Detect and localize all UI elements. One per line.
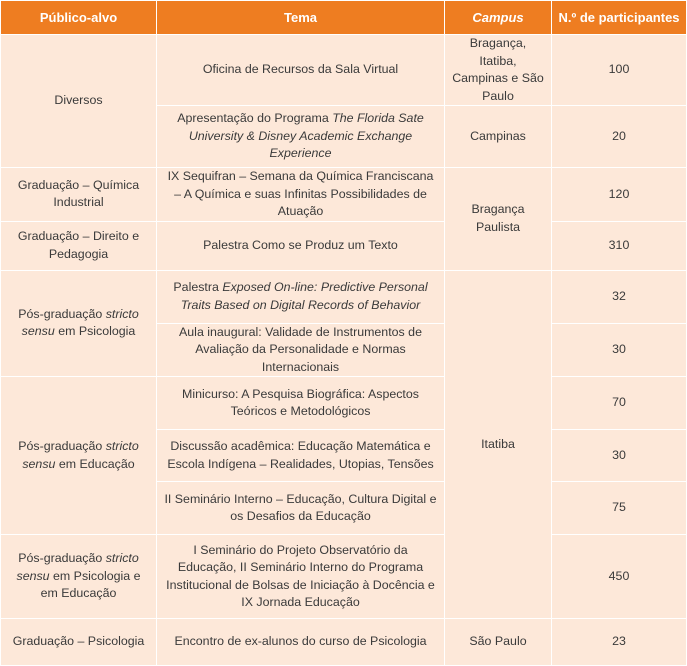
header-campus: Campus: [445, 1, 551, 34]
table-row: [1, 35, 686, 105]
publico-cell: Graduação – Química Industrial: [1, 168, 156, 221]
campus-cell: Campinas: [445, 106, 551, 167]
tema-cell: IX Sequifran – Semana da Química Franciscana – A Química e suas Infinitas Possibilidades de Atuação: [157, 168, 444, 221]
participantes-cell: 100: [552, 35, 686, 105]
participantes-cell: 30: [552, 430, 686, 481]
table-row: [1, 168, 686, 221]
table-row: [1, 619, 686, 665]
campus-cell: Itatiba: [445, 271, 551, 619]
participantes-cell: 30: [552, 324, 686, 377]
campus-cell: São Paulo: [445, 619, 551, 665]
participantes-cell: 120: [552, 168, 686, 221]
publico-cell: Graduação – Psicologia: [1, 619, 156, 665]
campus-cell: Bragança Paulista: [445, 168, 551, 270]
publico-cell: Pós-graduação stricto sensu em Educação: [1, 377, 156, 534]
participantes-cell: 32: [552, 271, 686, 323]
publico-cell: Diversos: [1, 35, 156, 167]
tema-cell: Oficina de Recursos da Sala Virtual: [157, 35, 444, 105]
tema-cell: Discussão acadêmica: Educação Matemática e Escola Indígena – Realidades, Utopias, Tensões: [157, 430, 444, 481]
participantes-cell: 450: [552, 535, 686, 618]
header-tema: Tema: [157, 1, 444, 34]
tema-cell: I Seminário do Projeto Observatório da Educação, II Seminário Interno do Programa Institucional de Bolsas de Iniciação à Docência e IX Jornada Educação: [157, 535, 444, 618]
header-row: [1, 1, 686, 34]
campus-cell: Bragança, Itatiba, Campinas e São Paulo: [445, 35, 551, 105]
tema-cell: Encontro de ex-alunos do curso de Psicologia: [157, 619, 444, 665]
publico-cell: Pós-graduação stricto sensu em Psicologia: [1, 271, 156, 377]
participantes-cell: 75: [552, 482, 686, 534]
header-participantes: N.º de participantes: [552, 1, 686, 34]
table-row: [1, 222, 686, 270]
participantes-cell: 310: [552, 222, 686, 270]
participantes-cell: 23: [552, 619, 686, 665]
participantes-cell: 70: [552, 377, 686, 429]
publico-cell: Pós-graduação stricto sensu em Psicologia e em Educação: [1, 535, 156, 618]
tema-cell: II Seminário Interno – Educação, Cultura Digital e os Desafios da Educação: [157, 482, 444, 534]
tema-cell: Minicurso: A Pesquisa Biográfica: Aspectos Teóricos e Metodológicos: [157, 377, 444, 429]
tema-cell: Palestra Exposed On-line: Predictive Personal Traits Based on Digital Records of Behavior: [157, 271, 444, 323]
table-row: [1, 271, 686, 323]
table-row: [1, 535, 686, 618]
participantes-cell: 20: [552, 106, 686, 167]
tema-cell: Apresentação do Programa The Florida Sate University & Disney Academic Exchange Experience: [157, 106, 444, 167]
tema-cell: Aula inaugural: Validade de Instrumentos de Avaliação da Personalidade e Normas Internacionais: [157, 324, 444, 377]
tema-cell: Palestra Como se Produz um Texto: [157, 222, 444, 270]
table-row: [1, 377, 686, 429]
header-publico: Público-alvo: [1, 1, 156, 34]
publico-cell: Graduação – Direito e Pedagogia: [1, 222, 156, 270]
